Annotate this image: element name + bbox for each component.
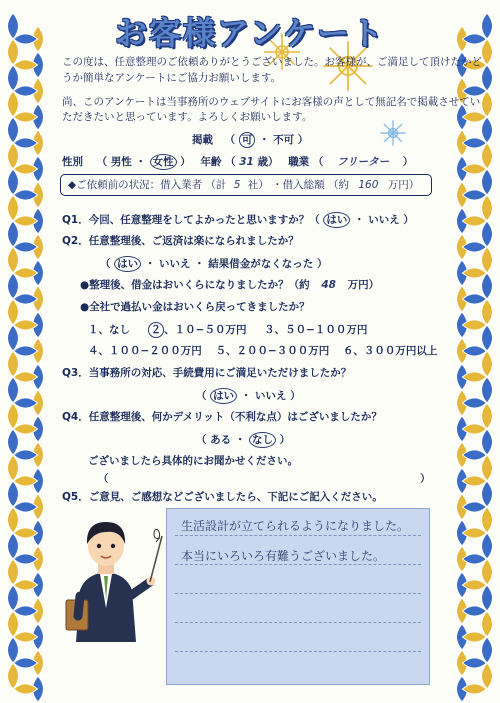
memo-rule (175, 535, 421, 536)
border-petal (7, 507, 18, 533)
status-prefix: ◆ご依頼前の状況：借入業者 (68, 179, 203, 191)
comment-line-2: 本当にいろいろ有難うございました。 (181, 549, 386, 563)
total-label: ・借入総額 (272, 179, 325, 191)
total-open: （約 (327, 179, 349, 191)
border-petal (7, 611, 18, 637)
q3-text: Q3．当事務所の対応、手続費用にご満足いただけましたか？ (62, 367, 352, 379)
refund-opt-2-circled[interactable]: ２ (148, 322, 165, 338)
q5-text: Q5．ご意見、ご感想などございましたら、下記にご記入ください。 (62, 491, 383, 503)
q4-close: ） (279, 434, 291, 446)
border-petal (7, 559, 18, 585)
businessman-illustration (58, 512, 168, 642)
q2-text: Q2．任意整理後、ご返済は楽になられましたか？ (62, 235, 299, 247)
refund-opt-5[interactable]: ５、２００−３００万円 (215, 345, 330, 357)
q1-row (62, 212, 414, 228)
q2-open: （ (100, 258, 111, 270)
border-petal (7, 143, 18, 169)
border-petal (7, 195, 18, 221)
q2-yes-option[interactable]: はい (114, 256, 141, 272)
q4-answer-field[interactable] (112, 474, 412, 488)
q1-text: Q1．今回、任意整理をしてよかったと思いますか？（ (62, 214, 320, 226)
border-petal (7, 351, 18, 377)
border-petal (7, 247, 18, 273)
border-petal (7, 273, 18, 299)
comment-box[interactable] (166, 508, 430, 685)
border-petal (481, 533, 492, 559)
q1-sep: ・ (354, 214, 365, 226)
gender-male-option[interactable]: 男性 (110, 156, 132, 168)
job-label: 職業 (288, 156, 310, 168)
border-petal (481, 663, 492, 689)
border-petal (7, 663, 18, 689)
age-unit: 歳） (257, 156, 279, 168)
intro-line-1: この度は、任意整理のご依頼ありがとうございました。お客様が、ご満足して頂けたかど (62, 56, 482, 68)
border-petal (7, 403, 18, 429)
border-petal (481, 91, 492, 117)
q3-close: ） (290, 390, 301, 402)
q4-text: Q4．任意整理後、何かデメリット（不利な点）はございましたか？ (62, 411, 382, 423)
q3-open: （ (196, 390, 207, 402)
border-petal (481, 429, 492, 455)
gender-open: （ (96, 156, 108, 168)
refund-opt-6[interactable]: ６、３００万円以上 (342, 345, 438, 357)
publish-sep: ・ (258, 134, 270, 146)
lenders-unit: 社） (247, 179, 269, 191)
q3-no-option[interactable]: いいえ (254, 390, 287, 402)
q2-options (100, 256, 327, 272)
border-petal (481, 247, 492, 273)
border-petal (7, 637, 18, 663)
gender-female-option[interactable]: 女性 (150, 154, 177, 170)
border-petal (481, 117, 492, 143)
refund-opt-3[interactable]: ３、５０−１００万円 (264, 324, 368, 336)
lenders-open: （計 (205, 179, 227, 191)
q1-close: ） (403, 214, 414, 226)
border-petal (7, 481, 18, 507)
publish-no-option[interactable]: 不可 (273, 134, 295, 146)
border-petal (481, 611, 492, 637)
border-petal (7, 377, 18, 403)
border-petal (7, 299, 18, 325)
age-label: 年齢 (200, 156, 222, 168)
job-close: ） (402, 156, 414, 168)
border-petal (481, 455, 492, 481)
intro-line-3: 尚、このアンケートは当事務所のウェブサイトにお客様の声として無記名で掲載させてい (62, 96, 481, 108)
border-petal (481, 637, 492, 663)
publish-close: ） (297, 134, 309, 146)
q2-close: ） (316, 258, 328, 270)
memo-rule (175, 622, 421, 623)
gender-sep: ・ (135, 156, 146, 168)
q2-refund-options-2 (88, 344, 437, 358)
border-petal (7, 117, 18, 143)
border-petal (481, 273, 492, 299)
q3-yes-option[interactable]: はい (210, 388, 237, 404)
border-petal (481, 559, 492, 585)
memo-rule (175, 564, 421, 565)
profile-row (62, 154, 413, 170)
q1-yes-option[interactable]: はい (323, 212, 350, 228)
job-value[interactable]: フリーター (337, 156, 390, 168)
comment-line-1: 生活設計が立てられるようになりました。 (181, 519, 410, 533)
border-petal (7, 585, 18, 611)
q2-debt-unit: 万円） (347, 279, 380, 291)
q4-open: （ (196, 434, 207, 446)
border-petal (481, 377, 492, 403)
q4-options (196, 432, 290, 448)
q1-no-option[interactable]: いいえ (368, 214, 400, 226)
border-petal (481, 403, 492, 429)
gender-label: 性別 (62, 156, 83, 168)
border-petal (481, 169, 492, 195)
memo-rule (175, 593, 421, 594)
job-open: （ (312, 156, 324, 168)
q4-paren-open: （ (98, 473, 109, 485)
border-petal (481, 325, 492, 351)
q3-sep: ・ (240, 390, 252, 402)
q4-sep: ・ (234, 434, 246, 446)
age-open: （ (225, 156, 236, 168)
border-petal (7, 455, 18, 481)
q2-no-option[interactable]: いいえ (158, 258, 191, 270)
border-petal (481, 299, 492, 325)
total-value[interactable]: 160 (358, 179, 379, 191)
border-petal (7, 65, 18, 91)
intro-line-2: うか簡単なアンケートにご協力お願いします。 (62, 72, 282, 84)
border-petal (481, 507, 492, 533)
q2-debt-value[interactable]: 48 (321, 279, 336, 291)
gender-close: ） (180, 156, 191, 168)
status-row (68, 178, 419, 192)
publish-yes-option[interactable]: 可 (239, 132, 256, 148)
sparkle-icon (378, 118, 408, 148)
q4-yes-option[interactable]: ある (210, 434, 232, 446)
q2-other-option[interactable]: 結果借金がなくなった (208, 258, 314, 270)
q2-refund-options-1 (88, 322, 367, 338)
q2-debt-question: ●整理後、借金はおいくらになりましたか？（約 (80, 279, 310, 291)
refund-opt-1[interactable]: １、なし (88, 324, 130, 336)
q2-debt-row (80, 278, 379, 292)
border-petal (481, 65, 492, 91)
border-petal (7, 169, 18, 195)
border-petal (7, 221, 18, 247)
lenders-value[interactable]: 5 (233, 179, 241, 191)
q2-sep1: ・ (144, 258, 156, 270)
q4-follow: ございましたら具体的にお聞かせください。 (88, 455, 298, 467)
border-petal (7, 429, 18, 455)
refund-opt-2[interactable]: 、１０−５０万円 (164, 324, 247, 336)
refund-opt-4[interactable]: ４、１００−２００万円 (88, 345, 202, 357)
q4-no-option[interactable]: なし (249, 432, 276, 448)
intro-line-4: ただきたいと思っています。よろしくお願いします。 (62, 111, 313, 123)
publish-label: 掲載 (192, 134, 213, 146)
q2-refund-question: ●全社で過払い金はおいくら戻ってきましたか？ (80, 301, 310, 313)
border-petal (481, 221, 492, 247)
border-petal (7, 533, 18, 559)
page-title: お客様アンケート (114, 14, 386, 52)
q3-options (196, 388, 301, 404)
border-petal (7, 91, 18, 117)
total-unit: 万円） (387, 179, 420, 191)
age-value[interactable]: 31 (239, 156, 254, 168)
publish-open: （ (224, 134, 236, 146)
border-petal (481, 585, 492, 611)
border-petal (481, 143, 492, 169)
q2-sep2: ・ (194, 258, 205, 270)
memo-rule (175, 651, 421, 652)
border-petal (481, 195, 492, 221)
border-petal (481, 351, 492, 377)
publish-row (192, 132, 308, 148)
border-petal (481, 481, 492, 507)
border-petal (7, 325, 18, 351)
q4-paren-close: ） (420, 473, 431, 485)
